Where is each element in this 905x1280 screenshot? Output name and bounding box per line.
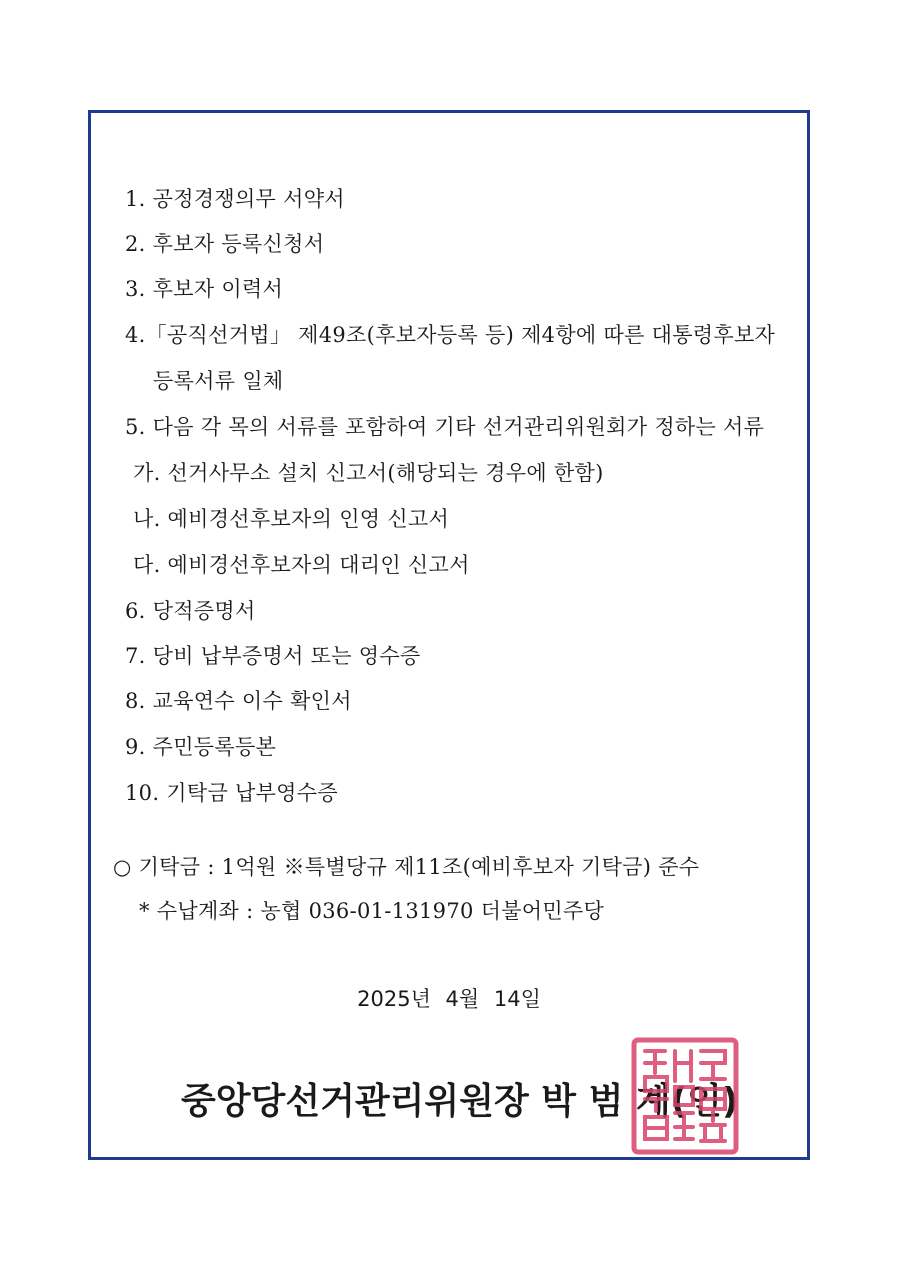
account-note: * 수납계좌 : 농협 036-01-131970 더불어민주당 (139, 899, 605, 923)
list-item: 1. 공정경쟁의무 서약서 (125, 187, 345, 211)
list-item: 10. 기탁금 납부영수증 (125, 781, 338, 805)
sub-list-item: 가. 선거사무소 설치 신고서(해당되는 경우에 한함) (133, 461, 604, 485)
list-item: 5. 다음 각 목의 서류를 포함하여 기타 선거관리위원회가 정하는 서류 (125, 415, 765, 439)
list-item: 9. 주민등록등본 (125, 735, 277, 759)
list-item: 2. 후보자 등록신청서 (125, 232, 325, 256)
list-item: 6. 당적증명서 (125, 599, 256, 623)
list-item-continuation: 등록서류 일체 (153, 369, 284, 393)
document-frame (88, 110, 810, 1160)
official-seal-icon (631, 1037, 739, 1155)
document-date: 2025년 4월 14일 (357, 987, 541, 1011)
list-item: 3. 후보자 이력서 (125, 277, 284, 301)
list-item: 7. 당비 납부증명서 또는 영수증 (125, 644, 421, 668)
list-item: 4.「공직선거법」 제49조(후보자등록 등) 제4항에 따른 대통령후보자 (125, 323, 776, 347)
sub-list-item: 다. 예비경선후보자의 대리인 신고서 (133, 553, 470, 577)
deposit-note: ○ 기탁금 : 1억원 ※특별당규 제11조(예비후보자 기탁금) 준수 (113, 855, 700, 879)
sub-list-item: 나. 예비경선후보자의 인영 신고서 (133, 507, 450, 531)
signature-line: 중앙당선거관리위원장 박 범 계(인) (181, 1081, 739, 1122)
list-item: 8. 교육연수 이수 확인서 (125, 689, 352, 713)
